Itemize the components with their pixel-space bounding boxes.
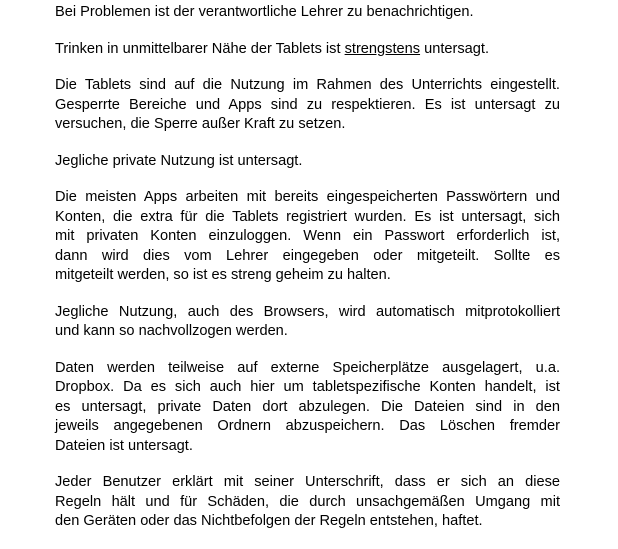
text-segment: Trinken in unmittelbarer Nähe der Tablets ist bbox=[55, 40, 345, 57]
paragraph-drinking bbox=[55, 40, 560, 60]
text-line: Dateien ist untersagt. bbox=[55, 437, 193, 454]
underlined-emphasis: strengstens bbox=[344, 40, 421, 57]
text-line: und kann so nachvollzogen werden. bbox=[55, 323, 288, 339]
paragraph-problems bbox=[55, 3, 560, 23]
paragraph-lessons-use bbox=[55, 76, 560, 135]
text-line: Jegliche private Nutzung ist untersagt. bbox=[55, 152, 303, 169]
text-line: es untersagt, private Daten dort abzulegen. Die Dateien sind in den bbox=[55, 398, 560, 415]
text-line: Konten, die extra für die Tablets registriert wurden. Es ist untersagt, sich bbox=[55, 208, 560, 225]
paragraph-passwords bbox=[55, 188, 560, 286]
text-line: dann wird dies vom Lehrer eingegeben oder mitgeteilt. Sollte es bbox=[55, 247, 560, 264]
paragraph-storage bbox=[55, 359, 560, 457]
text-segment: untersagt. bbox=[420, 40, 490, 57]
text-line: Bei Problemen ist der verantwortliche Lehrer zu benachrichtigen. bbox=[55, 4, 474, 20]
text-line: Regeln hält und für Schäden, die durch unsachgemäßen Umgang mit bbox=[55, 493, 560, 510]
paragraph-liability bbox=[55, 473, 560, 532]
text-line: Gesperrte Bereiche und Apps sind zu respektieren. Es ist untersagt zu bbox=[55, 96, 560, 113]
text-line: mitgeteilt werden, so ist es streng geheim zu halten. bbox=[55, 267, 391, 283]
text-line: Die meisten Apps arbeiten mit bereits eingespeicherten Passwörtern und bbox=[55, 189, 560, 205]
text-line: jeweils angegebenen Ordnern abzuspeichern. Das Löschen fremder bbox=[55, 418, 560, 434]
text-line: Jeder Benutzer erklärt mit seiner Unterschrift, dass er sich an diese bbox=[55, 474, 560, 490]
text-line: Daten werden teilweise auf externe Speicherplätze ausgelagert, u.a. bbox=[55, 359, 560, 376]
text-line: versuchen, die Sperre außer Kraft zu setzen. bbox=[55, 116, 346, 132]
document-page bbox=[55, 3, 560, 549]
text-line: mit privaten Konten einzuloggen. Wenn ein Passwort erforderlich ist, bbox=[55, 228, 560, 244]
text-line bbox=[55, 40, 560, 60]
paragraph-logging bbox=[55, 303, 560, 342]
paragraph-private-use bbox=[55, 152, 560, 172]
text-line: Die Tablets sind auf die Nutzung im Rahmen des Unterrichts eingestellt. bbox=[55, 77, 560, 93]
text-line: Dropbox. Da es sich auch hier um tabletspezifische Konten handelt, ist bbox=[55, 379, 560, 395]
text-line: Jegliche Nutzung, auch des Browsers, wird automatisch mitprotokolliert bbox=[55, 303, 560, 320]
text-line: den Geräten oder das Nichtbefolgen der Regeln entstehen, haftet. bbox=[55, 513, 483, 529]
